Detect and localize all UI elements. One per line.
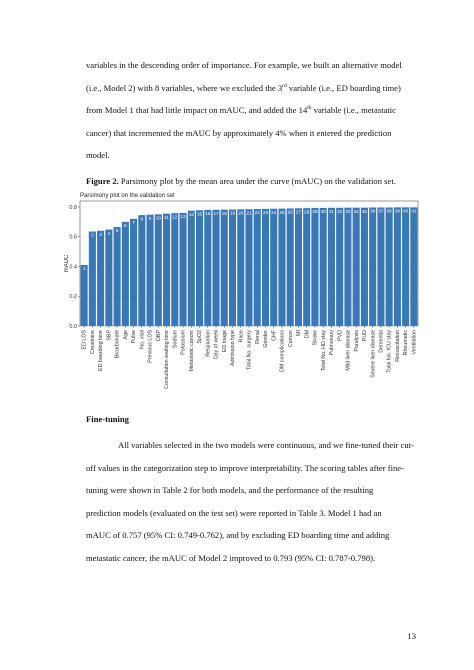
bar (180, 213, 187, 326)
text-line: cancer) that incremented the mAUC by approximately 4% when it entered the prediction (86, 127, 392, 138)
x-tick-label: DM (304, 330, 311, 339)
bar (237, 209, 244, 326)
bar (89, 232, 96, 326)
bar (114, 227, 121, 326)
bar-label: 14 (188, 211, 194, 217)
text-line: variables in the descending order of importance. For example, we built an alternative model (86, 60, 402, 70)
bar-label: 26 (287, 209, 293, 215)
bar (262, 209, 269, 326)
bar-label: 5 (115, 228, 119, 234)
bar-label: 30 (320, 209, 326, 215)
x-tick-label: Gender (263, 330, 270, 348)
x-tick-label: Previous LOS (147, 330, 154, 363)
bar-label: 34 (353, 208, 359, 214)
bar (212, 210, 219, 326)
y-axis-label: mAUC (64, 254, 70, 273)
x-tick-label: MI (296, 330, 303, 336)
text-line: from Model 1 that had little impact on mAUC, and added the 14 (86, 105, 308, 115)
bar-label: 21 (246, 210, 252, 216)
bar (402, 207, 409, 326)
x-tick-label: Renal (254, 330, 261, 344)
bar-label: 41 (411, 208, 417, 214)
text-line: model. (86, 150, 110, 160)
bar (171, 213, 178, 326)
x-tick-label: DBP (155, 330, 162, 341)
chart-title: Parsimony plot on the validation set (80, 193, 175, 199)
bar (320, 208, 327, 326)
text-line: variable (i.e., metastatic (311, 105, 396, 115)
x-tick-label: Pulmonary (329, 330, 336, 356)
x-tick-label: Total No. ICU stay (386, 330, 393, 373)
bar (386, 208, 393, 326)
bars (81, 207, 418, 326)
text-line: mAUC of 0.757 (95% CI: 0.749-0.762), and by excluding ED boarding time and adding (86, 530, 390, 540)
x-tick-label: No. visit (139, 330, 146, 349)
text-line: tuning were shown in Table 2 for both models, and the performance of the resulting (86, 485, 374, 495)
bar-label: 2 (91, 232, 94, 238)
bar-label: 33 (345, 208, 351, 214)
bar (147, 215, 154, 326)
y-tick-label: 0.8 (69, 204, 77, 211)
bar-label: 8 (140, 216, 144, 222)
x-tick-label: Rheumatic (403, 330, 410, 356)
bar (204, 210, 211, 326)
x-tick-label: Stroke (312, 330, 319, 346)
bar (287, 208, 294, 326)
bar (311, 208, 318, 326)
text-line: metastatic cancer, the mAUC of Model 2 improved to 0.793 (95% CI: 0.787-0.798). (86, 552, 376, 563)
bar (97, 231, 104, 326)
bar (81, 265, 88, 326)
bar (394, 207, 401, 326)
bar (328, 208, 335, 326)
x-tick-label: Respiration (205, 330, 212, 357)
bar-label: 29 (312, 209, 318, 215)
x-tick-label: ED triage (221, 330, 228, 353)
bar (377, 208, 384, 326)
bar-label: 6 (124, 223, 127, 229)
bar-label: 19 (229, 210, 236, 216)
text-line: off values in the categorization step to improve interpretability. The scoring tables after fine- (86, 462, 404, 473)
figure-caption-text: Parsimony plot by the mean area under the curve (mAUC) on the validation set. (118, 176, 396, 186)
x-tick-label: Paralysis (353, 330, 360, 352)
x-tick-label: DM complications (279, 330, 286, 372)
bar (369, 208, 376, 326)
bar-label: 10 (155, 215, 161, 221)
x-tick-label: Potassium (180, 330, 187, 355)
bar-label: 25 (279, 209, 285, 215)
bar-label: 36 (370, 208, 376, 214)
bar-label: 40 (403, 208, 409, 214)
bar-label: 17 (213, 210, 219, 216)
bar (130, 219, 137, 326)
bar-label: 32 (337, 209, 343, 215)
x-tick-label: ED boarding time (98, 330, 105, 371)
x-tick-label: SpO2 (197, 330, 204, 344)
bar (278, 209, 285, 326)
bar-label: 1 (82, 266, 86, 272)
x-tick-label: Sodium (172, 330, 179, 348)
bar-label: 11 (164, 214, 169, 220)
y-tick-label: 0.6 (69, 234, 77, 241)
x-tick-label: Metastatic cancer (188, 330, 195, 372)
x-tick-label: Creatinine (89, 330, 96, 355)
bar-label: 7 (132, 220, 135, 226)
y-tick-label: 0.4 (69, 264, 77, 271)
bar-label: 23 (262, 210, 269, 216)
bar-label: 15 (196, 211, 203, 217)
x-tick-label: SBP (106, 330, 113, 341)
x-tick-label: Cancer (287, 330, 294, 348)
x-tick-label: Race (238, 330, 245, 343)
section-heading: Fine-tuning (86, 414, 129, 424)
bar (344, 208, 351, 326)
bar-label: 9 (148, 215, 152, 221)
x-tick-label: Pulse (131, 330, 138, 344)
bar (138, 215, 145, 326)
text-line: variable (i.e., ED boarding time) (286, 82, 401, 93)
bar (163, 214, 170, 326)
bar-label: 27 (295, 209, 302, 215)
y-tick-label: 0.2 (69, 294, 77, 301)
y-tick-label: 0.0 (69, 324, 77, 330)
bar (105, 230, 112, 326)
x-tick-label: PUD (362, 330, 369, 342)
bar (353, 208, 360, 326)
bar (336, 208, 343, 326)
bar (122, 222, 129, 326)
bar (245, 209, 252, 326)
bar (221, 210, 228, 326)
text-line: (i.e., Model 2) with 8 variables, where we excluded the 3 (86, 82, 283, 93)
bar (229, 209, 236, 326)
figure-label: Figure 2. (86, 176, 119, 186)
x-tick-label: Mild liver disease (345, 330, 352, 371)
x-tick-label: PVD (337, 330, 344, 341)
page-number: 13 (407, 631, 416, 641)
x-tick-label: Ventilation (411, 330, 418, 355)
bar-label: 39 (394, 208, 400, 214)
bar-label: 35 (361, 208, 367, 214)
text-line: prediction models (evaluated on the test set) were reported in Table 3. Model 1 had an (86, 507, 382, 518)
bar-label: 16 (205, 211, 211, 217)
x-tick-label: Total No. surgery (246, 330, 253, 371)
bar-label: 20 (238, 210, 244, 216)
x-tick-label: Age (122, 330, 129, 340)
parsimony-bar-chart (64, 188, 424, 393)
superscript: th (307, 105, 312, 112)
bar-label: 31 (328, 209, 335, 215)
bar-label: 22 (254, 210, 260, 216)
bar (303, 208, 310, 326)
x-tick-label: Severe liver disease (370, 330, 377, 378)
bar-label: 13 (180, 214, 186, 220)
bar (270, 209, 277, 326)
bar-label: 28 (304, 209, 310, 215)
bar-label: 38 (386, 208, 392, 214)
bar-label: 37 (378, 208, 384, 214)
bar (254, 209, 261, 326)
x-tick-label: ED LOS (81, 330, 88, 350)
paragraph-1 (86, 54, 416, 167)
x-tick-label: Total No. HD stay (320, 330, 327, 372)
superscript: rd (282, 82, 287, 89)
x-tick-label: CHF (271, 330, 278, 341)
x-tick-label: Day of week (213, 330, 220, 360)
bar (155, 214, 162, 326)
bar (410, 207, 417, 326)
bar-label: 24 (271, 209, 277, 215)
x-tick-label: Bicarbonate (114, 330, 121, 359)
bar (188, 211, 195, 326)
bar (295, 208, 302, 326)
bar (361, 208, 368, 326)
figure-caption (86, 176, 426, 186)
x-tick-label: Consultation waiting time (164, 330, 171, 389)
x-tick-label: Dementia (378, 330, 385, 353)
bar-label: 12 (172, 214, 178, 220)
bar-label: 3 (99, 231, 102, 237)
text-line: All variables selected in the two models were continuous, and we fine-tuned their cut- (118, 440, 414, 450)
bar-label: 4 (107, 230, 111, 236)
paragraph-2 (86, 434, 416, 569)
bar (196, 210, 203, 326)
x-tick-label: Resuscitation (394, 330, 401, 362)
bar-label: 18 (221, 210, 227, 216)
x-tick-label: Admission type (230, 330, 237, 366)
